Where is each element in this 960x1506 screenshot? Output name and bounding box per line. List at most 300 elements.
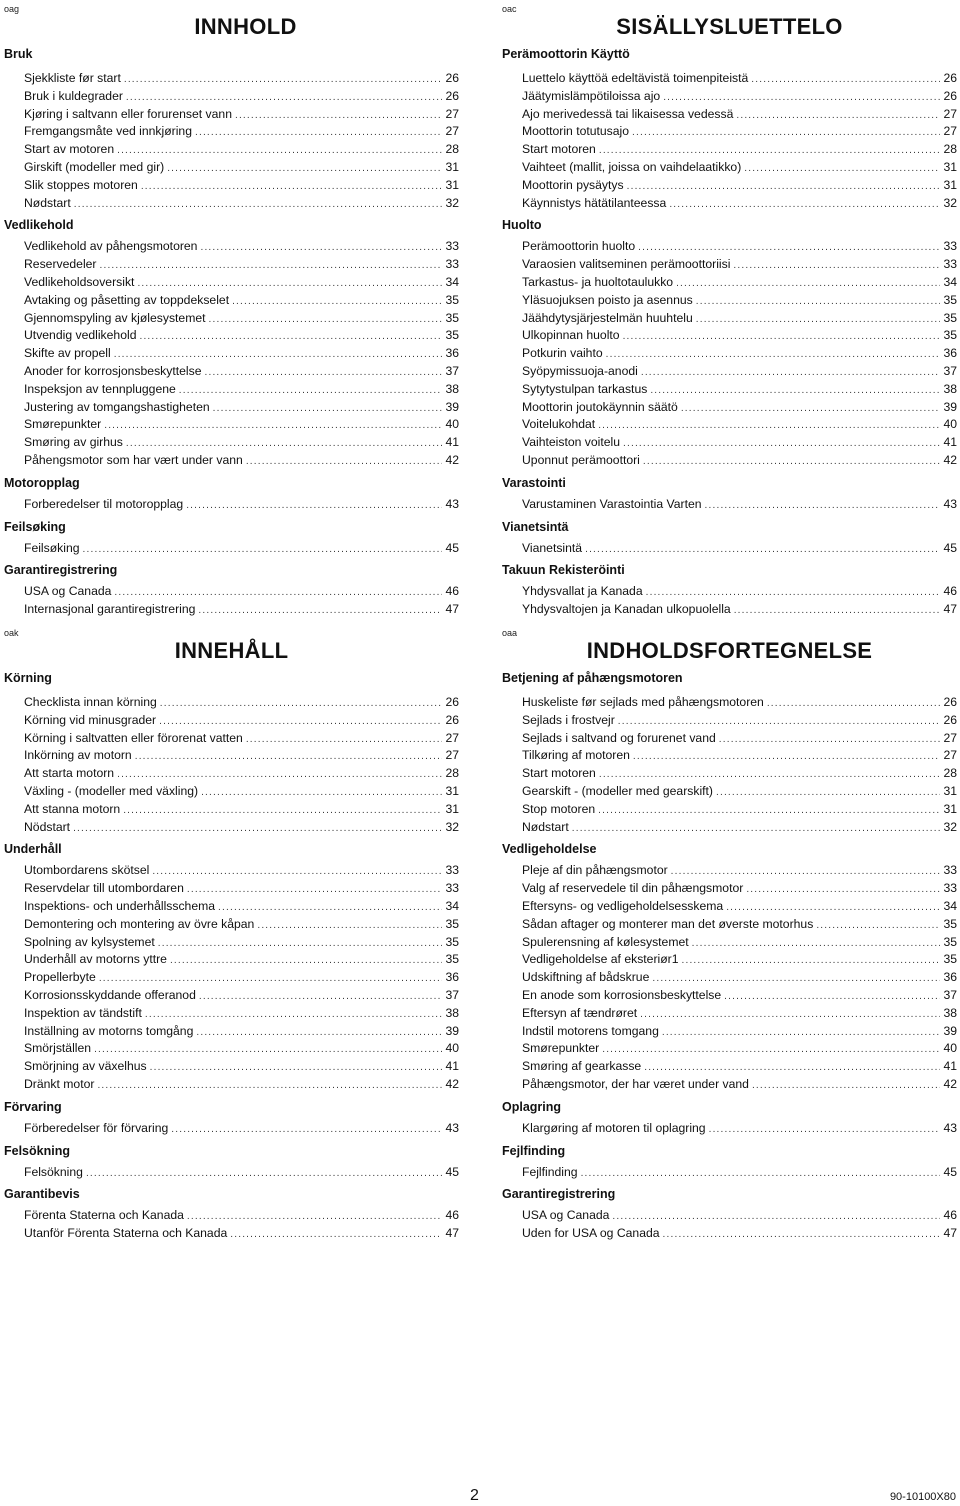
entry-page-number: 41 — [445, 435, 459, 450]
entry-page-number: 27 — [445, 124, 459, 139]
entry-label: Syöpymissuoja-anodi — [522, 363, 638, 378]
toc-entry — [502, 70, 957, 88]
dot-leader — [209, 311, 443, 329]
entry-label: Bruk i kuldegrader — [24, 88, 123, 103]
dot-leader — [633, 748, 941, 766]
entry-page-number: 26 — [445, 71, 459, 85]
toc-section — [502, 1099, 957, 1143]
entry-page-number: 32 — [943, 195, 957, 210]
entry-label: Gearskift - (modeller med gearskift) — [522, 783, 713, 798]
entry-page-number: 36 — [445, 346, 459, 361]
entry-label: Pleje af din påhængsmotor — [522, 863, 668, 878]
toc-entry — [502, 934, 957, 952]
toc-entry — [4, 987, 459, 1005]
entry-label: Uponnut perämoottori — [522, 452, 640, 467]
toc-content — [4, 46, 459, 624]
toc-entry — [4, 1164, 459, 1182]
entry-label: Sejlads i frostvejr — [522, 712, 615, 727]
entry-label: Inspektion av tändstift — [24, 1005, 142, 1020]
entry-page-number: 31 — [943, 783, 957, 798]
entry-page-number: 35 — [943, 310, 957, 325]
toc-entry — [502, 712, 957, 730]
entry-page-number: 34 — [943, 898, 957, 913]
entry-page-number: 28 — [445, 766, 459, 781]
entry-page-number: 46 — [943, 584, 957, 599]
entry-label: Vedlikehold av påhengsmotoren — [24, 239, 198, 254]
toc-entry — [4, 1225, 459, 1243]
dot-leader — [117, 142, 442, 160]
dot-leader — [137, 275, 442, 293]
toc-entry — [4, 399, 459, 417]
entry-page-number: 35 — [445, 934, 459, 949]
entry-page-number: 46 — [445, 584, 459, 599]
entry-label: Varustaminen Varastointia Varten — [522, 496, 702, 511]
section-heading: Vedligeholdelse — [502, 842, 597, 857]
entry-label: Reservdelar till utombordaren — [24, 881, 184, 896]
dot-leader — [235, 107, 442, 125]
entry-label: Vaihteet (mallit, joissa on vaihdelaatikko) — [522, 159, 742, 174]
dot-leader — [141, 178, 443, 196]
dot-leader — [160, 695, 443, 713]
entry-label: Ulkopinnan huolto — [522, 328, 620, 343]
toc-entry — [4, 1005, 459, 1023]
entry-label: Justering av tomgangshastigheten — [24, 399, 210, 414]
entry-label: Nødstart — [522, 819, 569, 834]
toc-entry — [502, 601, 957, 619]
entry-page-number: 26 — [445, 712, 459, 727]
toc-entry — [4, 195, 459, 213]
toc-entry — [502, 363, 957, 381]
entry-label: Ajo merivedessä tai likaisessa vedessä — [522, 106, 734, 121]
entry-page-number: 42 — [445, 1076, 459, 1091]
entry-page-number: 33 — [445, 239, 459, 254]
dot-leader — [246, 453, 443, 471]
entry-label: Checklista innan körning — [24, 695, 157, 709]
dot-leader — [643, 453, 941, 471]
dot-leader — [218, 899, 442, 917]
entry-label: Förberedelser för förvaring — [24, 1120, 169, 1135]
section-heading: Underhåll — [4, 842, 62, 857]
entry-label: Inkörning av motorn — [24, 748, 132, 763]
toc-entry — [502, 898, 957, 916]
entry-page-number: 39 — [445, 399, 459, 414]
entry-page-number: 35 — [943, 328, 957, 343]
entry-label: Inställning av motorns tomgång — [24, 1023, 194, 1038]
entry-label: Jäätymislämpötiloissa ajo — [522, 88, 661, 103]
panel-title: INDHOLDSFORTEGNELSE — [586, 638, 873, 663]
dot-leader — [186, 497, 442, 515]
toc-entry — [502, 819, 957, 837]
entry-label: Indstil motorens tomgang — [522, 1023, 659, 1038]
toc-section — [4, 1099, 459, 1143]
dot-leader — [114, 346, 443, 364]
entry-page-number: 43 — [445, 496, 459, 511]
entry-label: Reservedeler — [24, 257, 97, 272]
entry-label: Girskift (modeller med gir) — [24, 159, 165, 174]
entry-label: Smøring af gearkasse — [522, 1059, 642, 1074]
entry-page-number: 28 — [943, 142, 957, 157]
section-heading: Varastointi — [502, 475, 566, 490]
toc-entry — [502, 452, 957, 470]
entry-label: Körning i saltvatten eller förorenat vatten — [24, 730, 243, 745]
toc-entry — [502, 195, 957, 213]
entry-page-number: 35 — [445, 952, 459, 967]
dot-leader — [746, 881, 940, 899]
toc-entry — [502, 238, 957, 256]
section-heading: Perämoottorin Käyttö — [502, 47, 630, 61]
dot-leader — [705, 497, 941, 515]
entry-page-number: 43 — [943, 496, 957, 511]
entry-page-number: 40 — [445, 417, 459, 432]
dot-leader — [74, 196, 443, 214]
section-heading: Förvaring — [4, 1099, 62, 1114]
entry-page-number: 40 — [943, 1041, 957, 1056]
dot-leader — [200, 239, 442, 257]
dot-leader — [696, 293, 941, 311]
toc-entry — [4, 819, 459, 837]
document-number: 90-10100X80 — [889, 1491, 956, 1503]
toc-entry — [4, 601, 459, 619]
dot-leader — [733, 257, 940, 275]
toc-entry — [502, 310, 957, 328]
entry-page-number: 32 — [445, 195, 459, 210]
dot-leader — [599, 142, 941, 160]
section-heading: Fejlfinding — [502, 1143, 566, 1158]
dot-leader — [632, 124, 940, 142]
entry-label: Internasjonal garantiregistrering — [24, 602, 196, 617]
dot-leader — [606, 346, 941, 364]
dot-leader — [99, 257, 442, 275]
dot-leader — [669, 196, 940, 214]
entry-label: Moottorin pysäytys — [522, 177, 624, 192]
entry-page-number: 26 — [943, 88, 957, 103]
entry-label: Yhdysvaltojen ja Kanadan ulkopuolella — [522, 602, 731, 617]
dot-leader — [572, 820, 941, 838]
entry-label: Feilsøking — [24, 540, 80, 555]
dot-leader — [198, 602, 442, 620]
entry-label: Smörjning av växelhus — [24, 1059, 147, 1074]
entry-label: Perämoottorin huolto — [522, 239, 636, 254]
entry-page-number: 46 — [445, 1208, 459, 1223]
dot-leader — [751, 71, 940, 89]
section-heading: Huolto — [502, 218, 542, 233]
dot-leader — [650, 382, 940, 400]
dot-leader — [709, 1121, 941, 1139]
dot-leader — [159, 713, 442, 731]
toc-entry — [4, 583, 459, 601]
toc-content — [4, 670, 459, 1248]
entry-page-number: 31 — [445, 801, 459, 816]
entry-label: Huskeliste før sejlads med påhængsmotoren — [522, 695, 764, 709]
entry-page-number: 28 — [943, 766, 957, 781]
entry-label: Klargøring af motoren til oplagring — [522, 1120, 706, 1135]
toc-section — [4, 841, 459, 1098]
entry-label: Eftersyns- og vedligeholdelsesskema — [522, 898, 724, 913]
toc-entry — [502, 256, 957, 274]
toc-section — [502, 670, 957, 841]
entry-page-number: 33 — [445, 863, 459, 878]
entry-page-number: 27 — [445, 106, 459, 121]
entry-label: Fremgangsmåte ved innkjøring — [24, 124, 192, 139]
toc-entry — [502, 399, 957, 417]
dot-leader — [599, 766, 941, 784]
section-heading: Bruk — [4, 47, 33, 61]
toc-section — [4, 217, 459, 474]
toc-entry — [4, 106, 459, 124]
entry-label: USA og Canada — [522, 1208, 610, 1223]
dot-leader — [598, 802, 940, 820]
dot-leader — [816, 917, 940, 935]
entry-label: En anode som korrosionsbeskyttelse — [522, 987, 722, 1002]
entry-label: Skifte av propell — [24, 346, 111, 361]
toc-entry — [502, 1040, 957, 1058]
entry-page-number: 34 — [445, 274, 459, 289]
toc-entry — [4, 1207, 459, 1225]
dot-leader — [682, 952, 941, 970]
toc-entry — [4, 123, 459, 141]
toc-entry — [502, 969, 957, 987]
dot-leader — [627, 178, 941, 196]
entry-page-number: 38 — [445, 381, 459, 396]
entry-label: Inspeksjon av tennpluggene — [24, 381, 176, 396]
entry-label: Påhengsmotor som har vært under vann — [24, 452, 243, 467]
entry-page-number: 33 — [943, 257, 957, 272]
entry-label: Sjekkliste før start — [24, 71, 121, 85]
entry-label: Smøring av girhus — [24, 435, 123, 450]
toc-content — [502, 670, 957, 1248]
toc-entry — [502, 496, 957, 514]
dot-leader — [196, 1024, 442, 1042]
entry-page-number: 47 — [445, 602, 459, 617]
toc-entry — [4, 1040, 459, 1058]
toc-entry — [502, 801, 957, 819]
dot-leader — [126, 435, 443, 453]
toc-entry — [4, 141, 459, 159]
dot-leader — [170, 952, 443, 970]
toc-entry — [4, 434, 459, 452]
toc-section — [502, 519, 957, 563]
entry-page-number: 45 — [445, 1164, 459, 1179]
section-heading: Takuun Rekisteröinti — [502, 563, 625, 578]
toc-section — [502, 1186, 957, 1248]
entry-page-number: 31 — [445, 159, 459, 174]
dot-leader — [187, 1208, 443, 1226]
dot-leader — [187, 881, 443, 899]
section-heading: Garantiregistrering — [4, 563, 118, 578]
entry-page-number: 27 — [445, 748, 459, 763]
panel-title: INNEHÅLL — [174, 638, 289, 663]
entry-page-number: 26 — [943, 712, 957, 727]
dot-leader — [158, 935, 443, 953]
panel-title: INNHOLD — [194, 14, 297, 39]
entry-page-number: 27 — [943, 748, 957, 763]
dot-leader — [204, 364, 442, 382]
dot-leader — [171, 1121, 442, 1139]
entry-label: Smørepunkter — [24, 417, 102, 432]
dot-leader — [145, 1006, 443, 1024]
entry-page-number: 38 — [445, 1005, 459, 1020]
dot-leader — [676, 275, 940, 293]
entry-page-number: 37 — [943, 363, 957, 378]
entry-label: Växling - (modeller med växling) — [24, 783, 199, 798]
entry-label: Att starta motorn — [24, 766, 115, 781]
toc-entry — [4, 1076, 459, 1094]
toc-section — [4, 519, 459, 563]
entry-page-number: 37 — [445, 987, 459, 1002]
entry-label: Vianetsintä — [522, 540, 583, 555]
section-heading: Vedlikehold — [4, 218, 74, 233]
toc-entry — [502, 106, 957, 124]
entry-page-number: 45 — [445, 540, 459, 555]
dot-leader — [638, 239, 940, 257]
toc-entry — [4, 292, 459, 310]
toc-entry — [4, 310, 459, 328]
entry-label: Stop motoren — [522, 801, 596, 816]
dot-leader — [681, 400, 941, 418]
toc-section — [502, 841, 957, 1098]
entry-label: Utvendig vedlikehold — [24, 328, 137, 343]
toc-entry — [502, 747, 957, 765]
dot-leader — [736, 107, 940, 125]
entry-page-number: 39 — [445, 1023, 459, 1038]
toc-section — [502, 217, 957, 474]
toc-entry — [502, 88, 957, 106]
toc-section — [502, 475, 957, 519]
dot-leader — [767, 695, 941, 713]
dot-leader — [150, 1059, 443, 1077]
dot-leader — [104, 417, 442, 435]
section-heading: Garantiregistrering — [502, 1187, 616, 1202]
toc-entry — [502, 1164, 957, 1182]
dot-leader — [86, 1165, 442, 1183]
dot-leader — [135, 748, 443, 766]
toc-entry — [4, 256, 459, 274]
toc-entry — [4, 88, 459, 106]
entry-label: Spulerensning af kølesystemet — [522, 934, 689, 949]
dot-leader — [94, 1041, 442, 1059]
toc-entry — [4, 1023, 459, 1041]
dot-leader — [671, 863, 941, 881]
entry-label: Forberedelser til motoropplag — [24, 496, 184, 511]
toc-entry — [4, 416, 459, 434]
dot-leader — [662, 1024, 941, 1042]
toc-entry — [4, 969, 459, 987]
language-code: oac — [502, 4, 517, 14]
dot-leader — [114, 584, 442, 602]
panel-title: SISÄLLYSLUETTELO — [616, 14, 843, 39]
entry-label: Propellerbyte — [24, 970, 96, 985]
entry-label: Dränkt motor — [24, 1076, 95, 1091]
entry-label: Start av motoren — [24, 142, 115, 157]
section-heading: Garantibevis — [4, 1187, 80, 1202]
toc-section — [4, 562, 459, 624]
toc-entry — [502, 434, 957, 452]
toc-entry — [502, 1058, 957, 1076]
toc-entry — [4, 274, 459, 292]
entry-page-number: 39 — [943, 399, 957, 414]
entry-page-number: 36 — [943, 346, 957, 361]
toc-entry — [502, 540, 957, 558]
entry-label: Anoder for korrosjonsbeskyttelse — [24, 363, 202, 378]
entry-page-number: 26 — [943, 71, 957, 85]
dot-leader — [126, 89, 443, 107]
entry-label: Körning vid minusgrader — [24, 712, 157, 727]
dot-leader — [199, 988, 443, 1006]
entry-page-number: 35 — [445, 292, 459, 307]
entry-label: Fejlfinding — [522, 1164, 578, 1179]
toc-entry — [502, 416, 957, 434]
toc-section — [4, 670, 459, 841]
entry-page-number: 41 — [943, 435, 957, 450]
toc-section — [4, 46, 459, 217]
entry-page-number: 43 — [445, 1120, 459, 1135]
toc-entry — [4, 496, 459, 514]
entry-page-number: 40 — [943, 417, 957, 432]
toc-entry — [4, 862, 459, 880]
page-number: 2 — [470, 1487, 479, 1504]
entry-page-number: 26 — [445, 88, 459, 103]
toc-entry — [502, 327, 957, 345]
dot-leader — [117, 766, 442, 784]
entry-label: Korrosionsskyddande offeranod — [24, 987, 196, 1002]
toc-section — [4, 1186, 459, 1248]
toc-entry — [502, 1076, 957, 1094]
toc-entry — [502, 292, 957, 310]
toc-entry — [502, 1023, 957, 1041]
entry-page-number: 27 — [445, 730, 459, 745]
toc-entry — [502, 583, 957, 601]
dot-leader — [213, 400, 443, 418]
entry-page-number: 38 — [943, 381, 957, 396]
section-heading: Feilsøking — [4, 519, 66, 534]
entry-label: Voitelukohdat — [522, 417, 596, 432]
entry-page-number: 47 — [445, 1226, 459, 1241]
toc-entry — [4, 70, 459, 88]
dot-leader — [99, 970, 443, 988]
entry-label: Gjennomspyling av kjølesystemet — [24, 310, 206, 325]
entry-label: Yhdysvallat ja Kanada — [522, 584, 643, 599]
dot-leader — [124, 71, 443, 89]
dot-leader — [139, 328, 442, 346]
entry-label: Nödstart — [24, 819, 71, 834]
entry-label: Jäähdytysjärjestelmän huuhtelu — [522, 310, 693, 325]
dot-leader — [598, 417, 940, 435]
dot-leader — [195, 124, 442, 142]
entry-page-number: 47 — [943, 1226, 957, 1241]
entry-page-number: 31 — [943, 159, 957, 174]
toc-entry — [4, 747, 459, 765]
entry-label: Utombordarens skötsel — [24, 863, 150, 878]
entry-page-number: 47 — [943, 602, 957, 617]
toc-entry — [502, 987, 957, 1005]
toc-entry — [4, 363, 459, 381]
entry-label: Förenta Staterna och Kanada — [24, 1208, 184, 1223]
dot-leader — [623, 328, 941, 346]
toc-entry — [502, 951, 957, 969]
entry-page-number: 45 — [943, 540, 957, 555]
toc-entry — [502, 381, 957, 399]
section-heading: Betjening af påhængsmotoren — [502, 671, 683, 685]
entry-page-number: 33 — [445, 881, 459, 896]
entry-label: Potkurin vaihto — [522, 346, 603, 361]
entry-label: Underhåll av motorns yttre — [24, 952, 167, 967]
entry-label: Nødstart — [24, 195, 71, 210]
dot-leader — [585, 541, 940, 559]
entry-page-number: 42 — [943, 1076, 957, 1091]
entry-label: Felsökning — [24, 1164, 83, 1179]
entry-page-number: 46 — [943, 1208, 957, 1223]
language-code: oak — [4, 628, 19, 638]
